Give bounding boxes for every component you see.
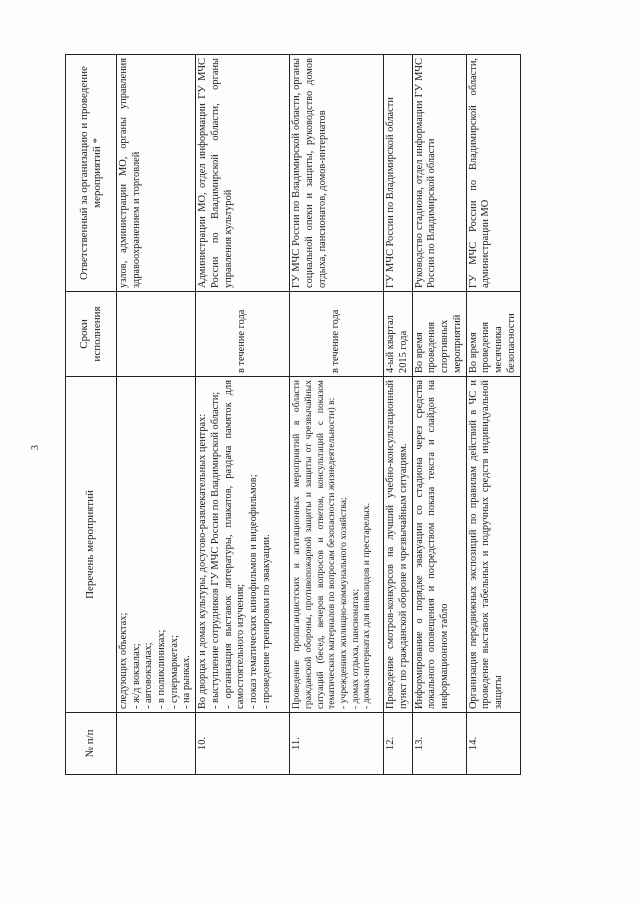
event-line: следующих объектах; <box>118 612 129 709</box>
header-events: Перечень мероприятий <box>66 377 117 713</box>
row-deadline-cell: в течение года <box>290 292 384 377</box>
event-line: - ж/д вокзалах; <box>130 643 142 709</box>
row-responsible-cell: Руководство стадиона, отдел информации ГУ МЧС России по Владимирской области <box>412 55 466 292</box>
row-responsible-cell: ГУ МЧС России по Владимирской области, администрации МО <box>466 55 520 292</box>
row-num-cell: 14. <box>466 713 520 775</box>
page-number: 3 <box>30 445 41 450</box>
table-header-row <box>66 55 117 775</box>
row-responsible-cell: Администрации МО, отдел информации ГУ МЧС России по Владимирской области, органы управления культурой <box>196 55 290 292</box>
row-deadline-cell <box>117 292 196 377</box>
row-num-cell <box>117 713 196 775</box>
event-line: - выступление сотрудников ГУ МЧС России по Владимирской области; <box>209 391 221 709</box>
table-row <box>466 55 520 775</box>
event-line: - проведение тренировки по эвакуации. <box>260 534 272 709</box>
event-line: - домах отдыха, пансионатах; <box>349 588 361 709</box>
row-num-cell: 13. <box>412 713 466 775</box>
row-num-cell: 10. <box>196 713 290 775</box>
header-deadline: Сроки исполнения <box>66 292 117 377</box>
row-deadline-cell: Во время проведения месячника безопасности <box>466 292 520 377</box>
row-events-cell <box>196 377 290 713</box>
row-deadline-cell: 4-ый квартал 2015 года <box>384 292 412 377</box>
table-row <box>412 55 466 775</box>
row-num-cell: 12. <box>384 713 412 775</box>
row-num-cell: 11. <box>290 713 384 775</box>
table-row <box>117 55 196 775</box>
event-line: - показ тематических кинофильмов и видеофильмов; <box>247 474 259 709</box>
event-line: - организация выставок литературы, плакатов, раздача памяток для самостоятельного изучения; <box>222 380 247 709</box>
row-events-cell: Проведение смотров-конкурсов на лучший учебно-консультационный пункт по гражданской обороне и чрезвычайным ситуациям. <box>384 377 412 713</box>
row-deadline-cell: в течение года <box>196 292 290 377</box>
table-row <box>384 55 412 775</box>
row-responsible-cell: ГУ МЧС России по Владимирской области <box>384 55 412 292</box>
event-line: - на рынках. <box>181 655 193 709</box>
event-line: - автовокзалах; <box>143 642 155 709</box>
row-events-cell: Информирование о порядке эвакуации со стадиона через средства локального оповещения и посредством показа текста и слайдов на информационном табло <box>412 377 466 713</box>
rotated-table-container <box>65 55 568 775</box>
header-responsible: Ответственный за организацию и проведение мероприятий * <box>66 55 117 292</box>
event-line: Во дворцах и домах культуры, досугово-развлекательных центрах: <box>197 413 209 709</box>
event-line: - домах-интернатах для инвалидов и престарелых. <box>361 502 373 709</box>
row-events-cell: Организация передвижных экспозиций по правилам действий в ЧС и проведение выставок табельных и подручных средств индивидуальной защиты <box>466 377 520 713</box>
event-line: Проведение пропагандистских и агитационных мероприятий в области гражданской обороны, противопожарной защиты и защиты от чрезвычайных ситуаций (бесед, вечеров вопросов и ответов, консультаций с показом тематических материалов по вопросам безопасности жизнедеятельности) в: <box>291 380 338 709</box>
row-deadline-cell: Во время проведения спортивных мероприятий <box>412 292 466 377</box>
row-events-cell <box>290 377 384 713</box>
event-line: - супермаркетах; <box>168 634 180 709</box>
row-events-cell <box>117 377 196 713</box>
row-responsible-cell: ГУ МЧС России по Владимирской области, органы социальной опеки и защиты, руководство домов отдыха, пансионатов, домов-интернатов <box>290 55 384 292</box>
table-row <box>290 55 384 775</box>
event-line: - учреждениях жилищно-коммунального хозяйства; <box>337 497 349 709</box>
table-row <box>196 55 290 775</box>
row-responsible-cell: узлов, администрации МО, органы управления здравоохранением и торговлей <box>117 55 196 292</box>
header-num: № п/п <box>66 713 117 775</box>
events-table <box>65 54 521 775</box>
event-line: - в поликлиниках; <box>156 629 168 709</box>
